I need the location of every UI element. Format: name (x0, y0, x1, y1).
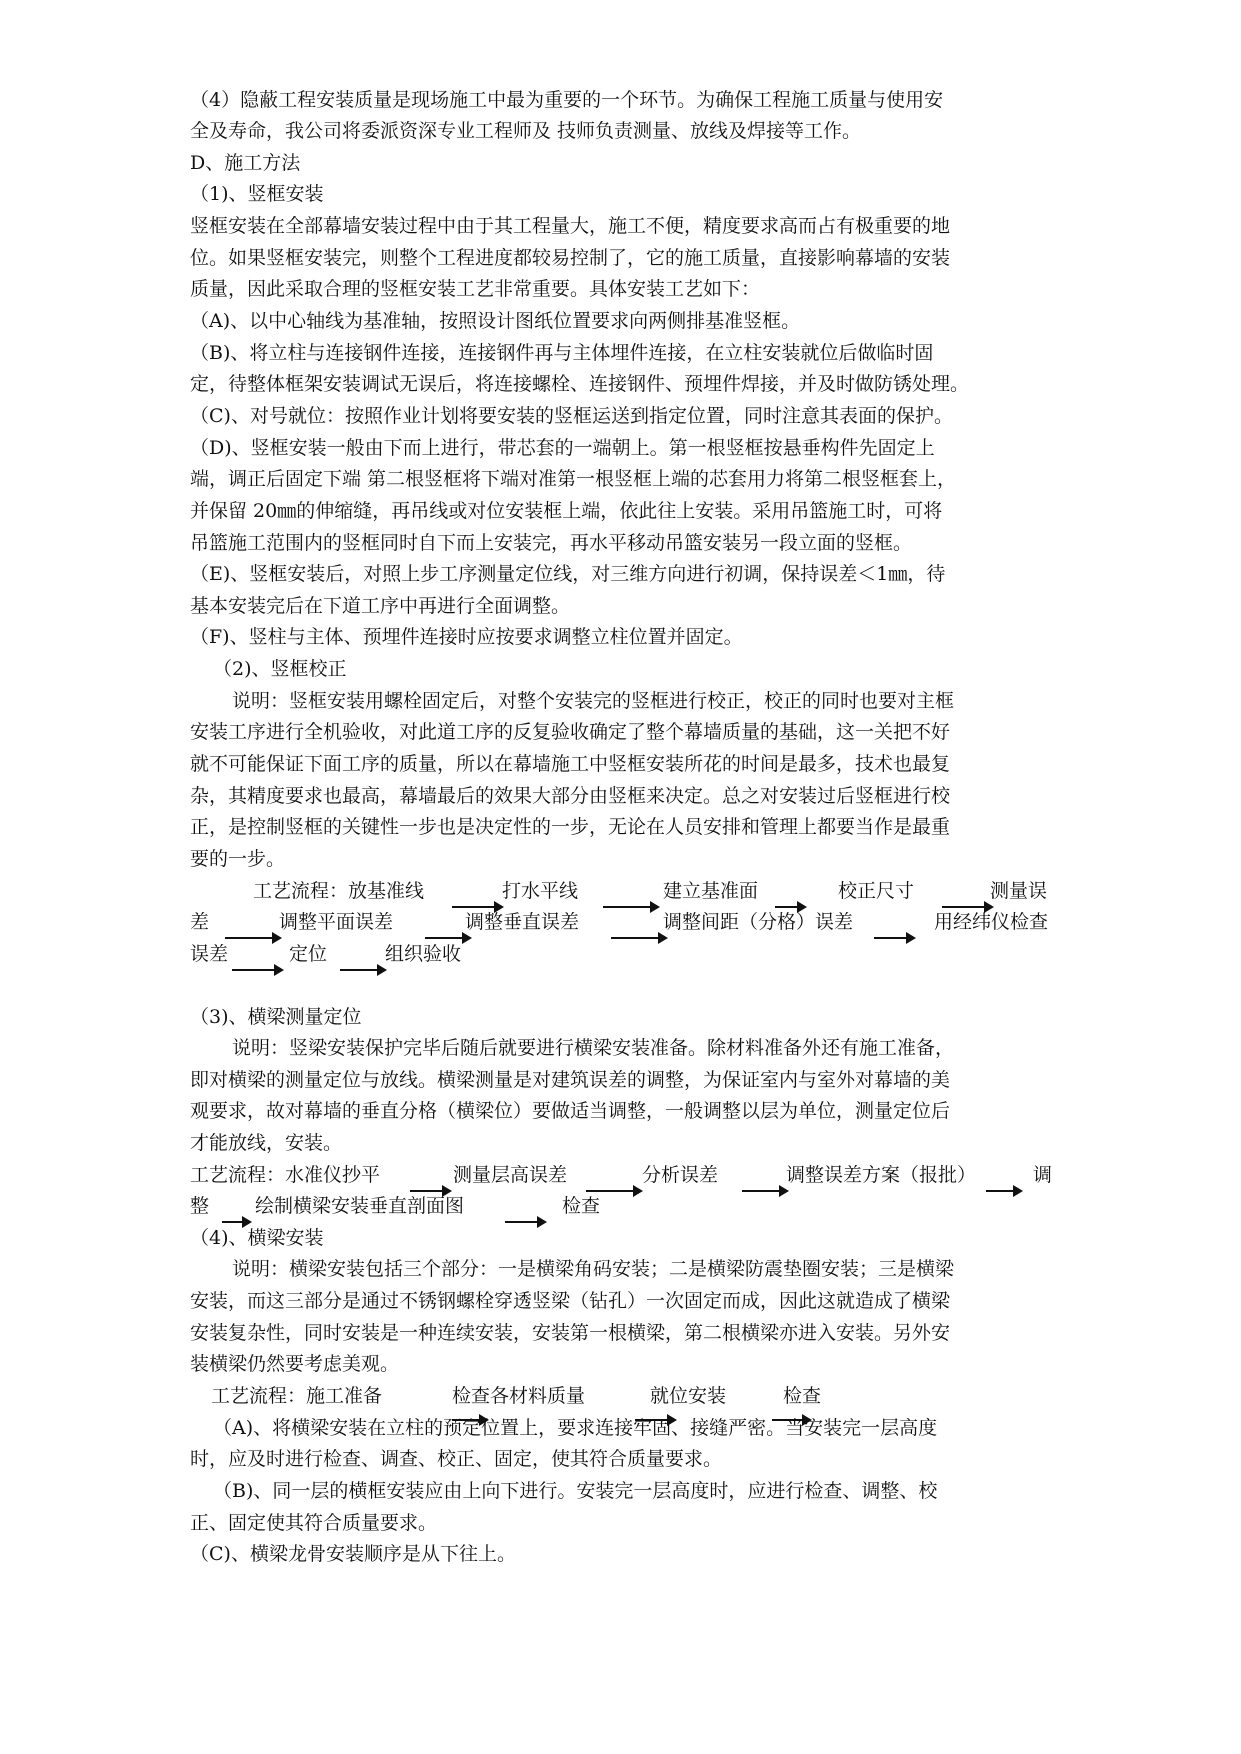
paragraph-line: （2)、竖框校正 (213, 658, 347, 680)
flow-step: 检查 (562, 1195, 601, 1217)
flow-step: 校正尺寸 (838, 880, 915, 902)
flow-step: 定位 (289, 943, 328, 965)
paragraph-line: （E)、竖框安装后，对照上步工序测量定位线，对三维方向进行初调，保持误差＜1㎜，待 (190, 563, 946, 585)
paragraph-line: （A)、以中心轴线为基准轴，按照设计图纸位置要求向两侧排基准竖框。 (190, 310, 801, 332)
paragraph-line: （1)、竖框安装 (190, 183, 324, 205)
flow-step: 建立基准面 (663, 880, 759, 902)
paragraph-line: 要的一步。 (190, 848, 286, 870)
paragraph-line: 端，调正后固定下端 第二根竖框将下端对准第一根竖框上端的芯套用力将第二根竖框套上， (190, 468, 957, 490)
flow-step: 调整误差方案（报批） (786, 1164, 977, 1186)
paragraph-line: 竖框安装在全部幕墙安装过程中由于其工程量大，施工不便，精度要求高而占有极重要的地 (190, 215, 951, 237)
paragraph-line: 安装复杂性，同时安装是一种连续安装，安装第一根横梁，第二根横梁亦进入安装。另外安 (190, 1322, 951, 1344)
flow-arrow (232, 969, 282, 971)
paragraph-line: 吊篮施工范围内的竖框同时自下而上安装完，再水平移动吊篮安装另一段立面的竖框。 (190, 532, 913, 554)
paragraph-line: 全及寿命，我公司将委派资深专业工程师及 技师负责测量、放线及焊接等工作。 (190, 120, 862, 142)
flow-step: 调整垂直误差 (465, 911, 580, 933)
paragraph-line: 说明：横梁安装包括三个部分：一是横梁角码安装；二是横梁防震垫圈安装；三是横梁 (232, 1258, 955, 1280)
paragraph-line: 观要求，故对幕墙的垂直分格（横梁位）要做适当调整，一般调整以层为单位，测量定位后 (190, 1100, 951, 1122)
flow-step: 组织验收 (385, 943, 462, 965)
paragraph-line: 时，应及时进行检查、调查、校正、固定，使其符合质量要求。 (190, 1448, 723, 1470)
flow-step: 工艺流程：施工准备 (211, 1385, 383, 1407)
flow-step: 绘制横梁安装垂直剖面图 (255, 1195, 465, 1217)
paragraph-line: （4)、横梁安装 (190, 1227, 324, 1249)
paragraph-line: 位。如果竖框安装完，则整个工程进度都较易控制了，它的施工质量，直接影响幕墙的安装 (190, 247, 951, 269)
paragraph-line: 杂，其精度要求也最高，幕墙最后的效果大部分由竖框来决定。总之对安装过后竖框进行校 (190, 785, 951, 807)
flow-step: 调整间距（分格）误差 (663, 911, 854, 933)
flow-step: 检查各材料质量 (452, 1385, 586, 1407)
paragraph-line: 才能放线，安装。 (190, 1132, 343, 1154)
paragraph-line: 质量，因此采取合理的竖框安装工艺非常重要。具体安装工艺如下： (190, 278, 761, 300)
flow-step: 测量层高误差 (453, 1164, 568, 1186)
flow-step: 打水平线 (502, 880, 579, 902)
paragraph-line: 定，待整体框架安装调试无误后，将连接螺栓、连接钢件、预埋件焊接，并及时做防锈处理。 (190, 373, 970, 395)
flow-step: 分析误差 (642, 1164, 719, 1186)
flow-step: 工艺流程：水准仪抄平 (190, 1164, 381, 1186)
paragraph-line: 就不可能保证下面工序的质量，所以在幕墙施工中竖框安装所花的时间是最多，技术也最复 (190, 753, 951, 775)
paragraph-line: （4）隐蔽工程安装质量是现场施工中最为重要的一个环节。为确保工程施工质量与使用安 (190, 89, 944, 111)
flow-arrow (742, 1190, 787, 1192)
paragraph-line: D、施工方法 (190, 152, 301, 174)
paragraph-line: （3)、横梁测量定位 (190, 1006, 362, 1028)
paragraph-line: 正、固定使其符合质量要求。 (190, 1512, 438, 1534)
flow-step: 检查 (783, 1385, 822, 1407)
flow-arrow (611, 937, 666, 939)
paragraph-line: 安装，而这三部分是通过不锈钢螺栓穿透竖梁（钻孔）一次固定而成，因此这就造成了横梁 (190, 1290, 951, 1312)
flow-arrow (603, 906, 658, 908)
paragraph-line: 安装工序进行全机验收，对此道工序的反复验收确定了整个幕墙质量的基础，这一关把不好 (190, 721, 951, 743)
flow-arrow (225, 937, 280, 939)
paragraph-line: 即对横梁的测量定位与放线。横梁测量是对建筑误差的调整，为保证室内与室外对幕墙的美 (190, 1069, 951, 1091)
paragraph-line: （F)、竖柱与主体、预埋件连接时应按要求调整立柱位置并固定。 (190, 626, 743, 648)
paragraph-line: （C)、对号就位：按照作业计划将要安装的竖框运送到指定位置，同时注意其表面的保护。 (190, 405, 953, 427)
paragraph-line: 说明：竖框安装用螺栓固定后，对整个安装完的竖框进行校正，校正的同时也要对主框 (232, 690, 955, 712)
flow-step: 调整平面误差 (279, 911, 394, 933)
paragraph-line: 正，是控制竖框的关键性一步也是决定性的一步，无论在人员安排和管理上都要当作是最重 (190, 816, 951, 838)
flow-step: 用经纬仪检查 (934, 911, 1049, 933)
paragraph-line: 装横梁仍然要考虑美观。 (190, 1353, 400, 1375)
paragraph-line: （B)、同一层的横框安装应由上向下进行。安装完一层高度时，应进行检查、调整、校 (213, 1480, 938, 1502)
flow-step: 差 (190, 911, 210, 933)
paragraph-line: （B)、将立柱与连接钢件连接，连接钢件再与主体埋件连接，在立柱安装就位后做临时固 (190, 342, 934, 364)
flow-step: 整 (190, 1195, 210, 1217)
flow-step: 工艺流程：放基准线 (253, 880, 425, 902)
flow-arrow (986, 1190, 1021, 1192)
paragraph-line: （A)、将横梁安装在立柱的预定位置上，要求连接牢固、接缝严密。当安装完一层高度 (213, 1417, 938, 1439)
paragraph-line: （C)、横梁龙骨安装顺序是从下往上。 (190, 1543, 516, 1565)
flow-step: 误差 (190, 943, 229, 965)
paragraph-line: 说明：竖梁安装保护完毕后随后就要进行横梁安装准备。除材料准备外还有施工准备， (232, 1037, 955, 1059)
flow-step: 调 (1033, 1164, 1053, 1186)
paragraph-line: 基本安装完后在下道工序中再进行全面调整。 (190, 595, 571, 617)
paragraph-line: 并保留 20㎜的伸缩缝，再吊线或对位安装框上端，依此往上安装。采用吊篮施工时，可将 (190, 500, 943, 522)
paragraph-line: （D)、竖框安装一般由下而上进行，带芯套的一端朝上。第一根竖框按悬垂构件先固定上 (190, 437, 935, 459)
flow-step: 就位安装 (650, 1385, 727, 1407)
flow-arrow (874, 937, 914, 939)
flow-arrow (505, 1221, 545, 1223)
flow-arrow (340, 969, 385, 971)
flow-step: 测量误 (990, 880, 1048, 902)
